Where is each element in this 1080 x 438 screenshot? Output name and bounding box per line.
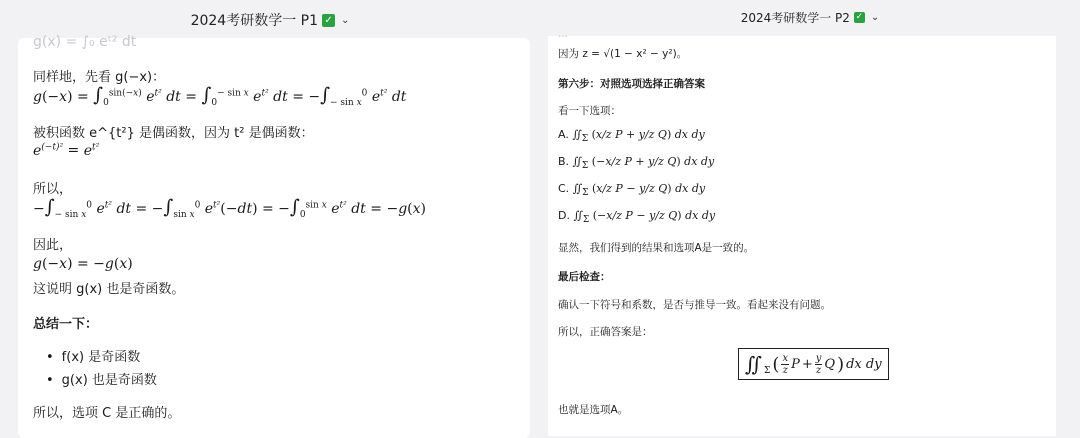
final-check-heading: 最后检查：: [558, 271, 611, 283]
answer-intro: 所以，正确答案是：: [558, 326, 653, 338]
left-title-text: 2024考研数学一 P1: [190, 13, 319, 29]
intro-text: 同样地，先看 g(−x)：: [33, 70, 166, 85]
confirm-text: 确认一下符号和系数，是否与推导一致。看起来没有问题。: [558, 299, 831, 311]
right-pane-title[interactable]: [540, 9, 1080, 26]
consistent-text: 显然，我们得到的结果和选项A是一致的。: [558, 242, 755, 254]
even-function-text: 被积函数 e^{t²} 是偶函数，因为 t² 是偶函数：: [33, 126, 314, 141]
option-b: B. $∬_\Sigma$ (−x/z P + y/z Q) dx dy: [558, 155, 715, 172]
therefore-label: 所以，: [33, 182, 73, 197]
faded-top-text: ...: [558, 28, 569, 40]
option-d: D. $∬_\Sigma$ (−x/z P − y/z Q) dx dy: [558, 209, 716, 226]
right-title-text: 2024考研数学一 P2: [740, 11, 850, 25]
odd-function-text: 这说明 g(x) 也是奇函数。: [33, 282, 185, 297]
summary-heading: 总结一下：: [33, 317, 99, 332]
left-pane: [0, 0, 540, 431]
right-pane: [540, 0, 1080, 431]
left-pane-title[interactable]: [0, 10, 540, 30]
chevron-down-icon[interactable]: ⌄: [341, 14, 350, 26]
right-content-card: [548, 28, 1056, 436]
left-content-card: [18, 34, 530, 438]
hence-label: 因此，: [33, 238, 73, 253]
equation-2: $e^{(-t)^2} = e^{t^2}$: [33, 142, 100, 159]
check-icon: ✓: [322, 14, 335, 27]
boxed-answer: ∬ $_\Sigma$ ( $\frac{x}{z}$ P + $\frac{y}{z}$ Q ) dx dy: [738, 348, 889, 380]
look-options-text: 看一下选项：: [558, 105, 621, 117]
option-a: A. $∬_\Sigma$ (x/z P + y/z Q) dx dy: [558, 128, 705, 145]
because-text: 因为 z = √(1 − x² − y²)。: [558, 48, 688, 60]
faded-equation: g(x) = ∫₀ eᵗ² dt: [33, 34, 137, 50]
equation-3: $-\int_{- sin x}^0$ $e^{t^2}$ dt = $-\int_{sin x}^0$ $e^{t^2}(-dt) = -\int_0^{sin x}$ $e^{t^2}$ dt = −g(x): [33, 196, 426, 220]
equation-4: g(−x) = −g(x): [33, 256, 133, 272]
also-option-text: 也就是选项A。: [558, 404, 629, 416]
equation-1: $g(-x) = \int_0^{sin(-x)}$ $e^{t^2}$ dt = $\int_0^{- sin x}$ $e^{t^2}$ dt = $-\int_{- sin x}^0$ $e^{t^2}$ dt: [33, 84, 407, 108]
step6-heading: 第六步：对照选项选择正确答案: [558, 78, 705, 90]
option-c: C. $∬_\Sigma$ (x/z P − y/z Q) dx dy: [558, 182, 706, 199]
chevron-down-icon[interactable]: ⌄: [870, 12, 880, 23]
summary-bullet-2: • g(x) 也是奇函数: [46, 369, 157, 388]
conclusion-text: 所以，选项 C 是正确的。: [33, 406, 181, 421]
check-icon: ✓: [855, 12, 864, 22]
summary-bullet-1: • f(x) 是奇函数: [46, 346, 140, 365]
